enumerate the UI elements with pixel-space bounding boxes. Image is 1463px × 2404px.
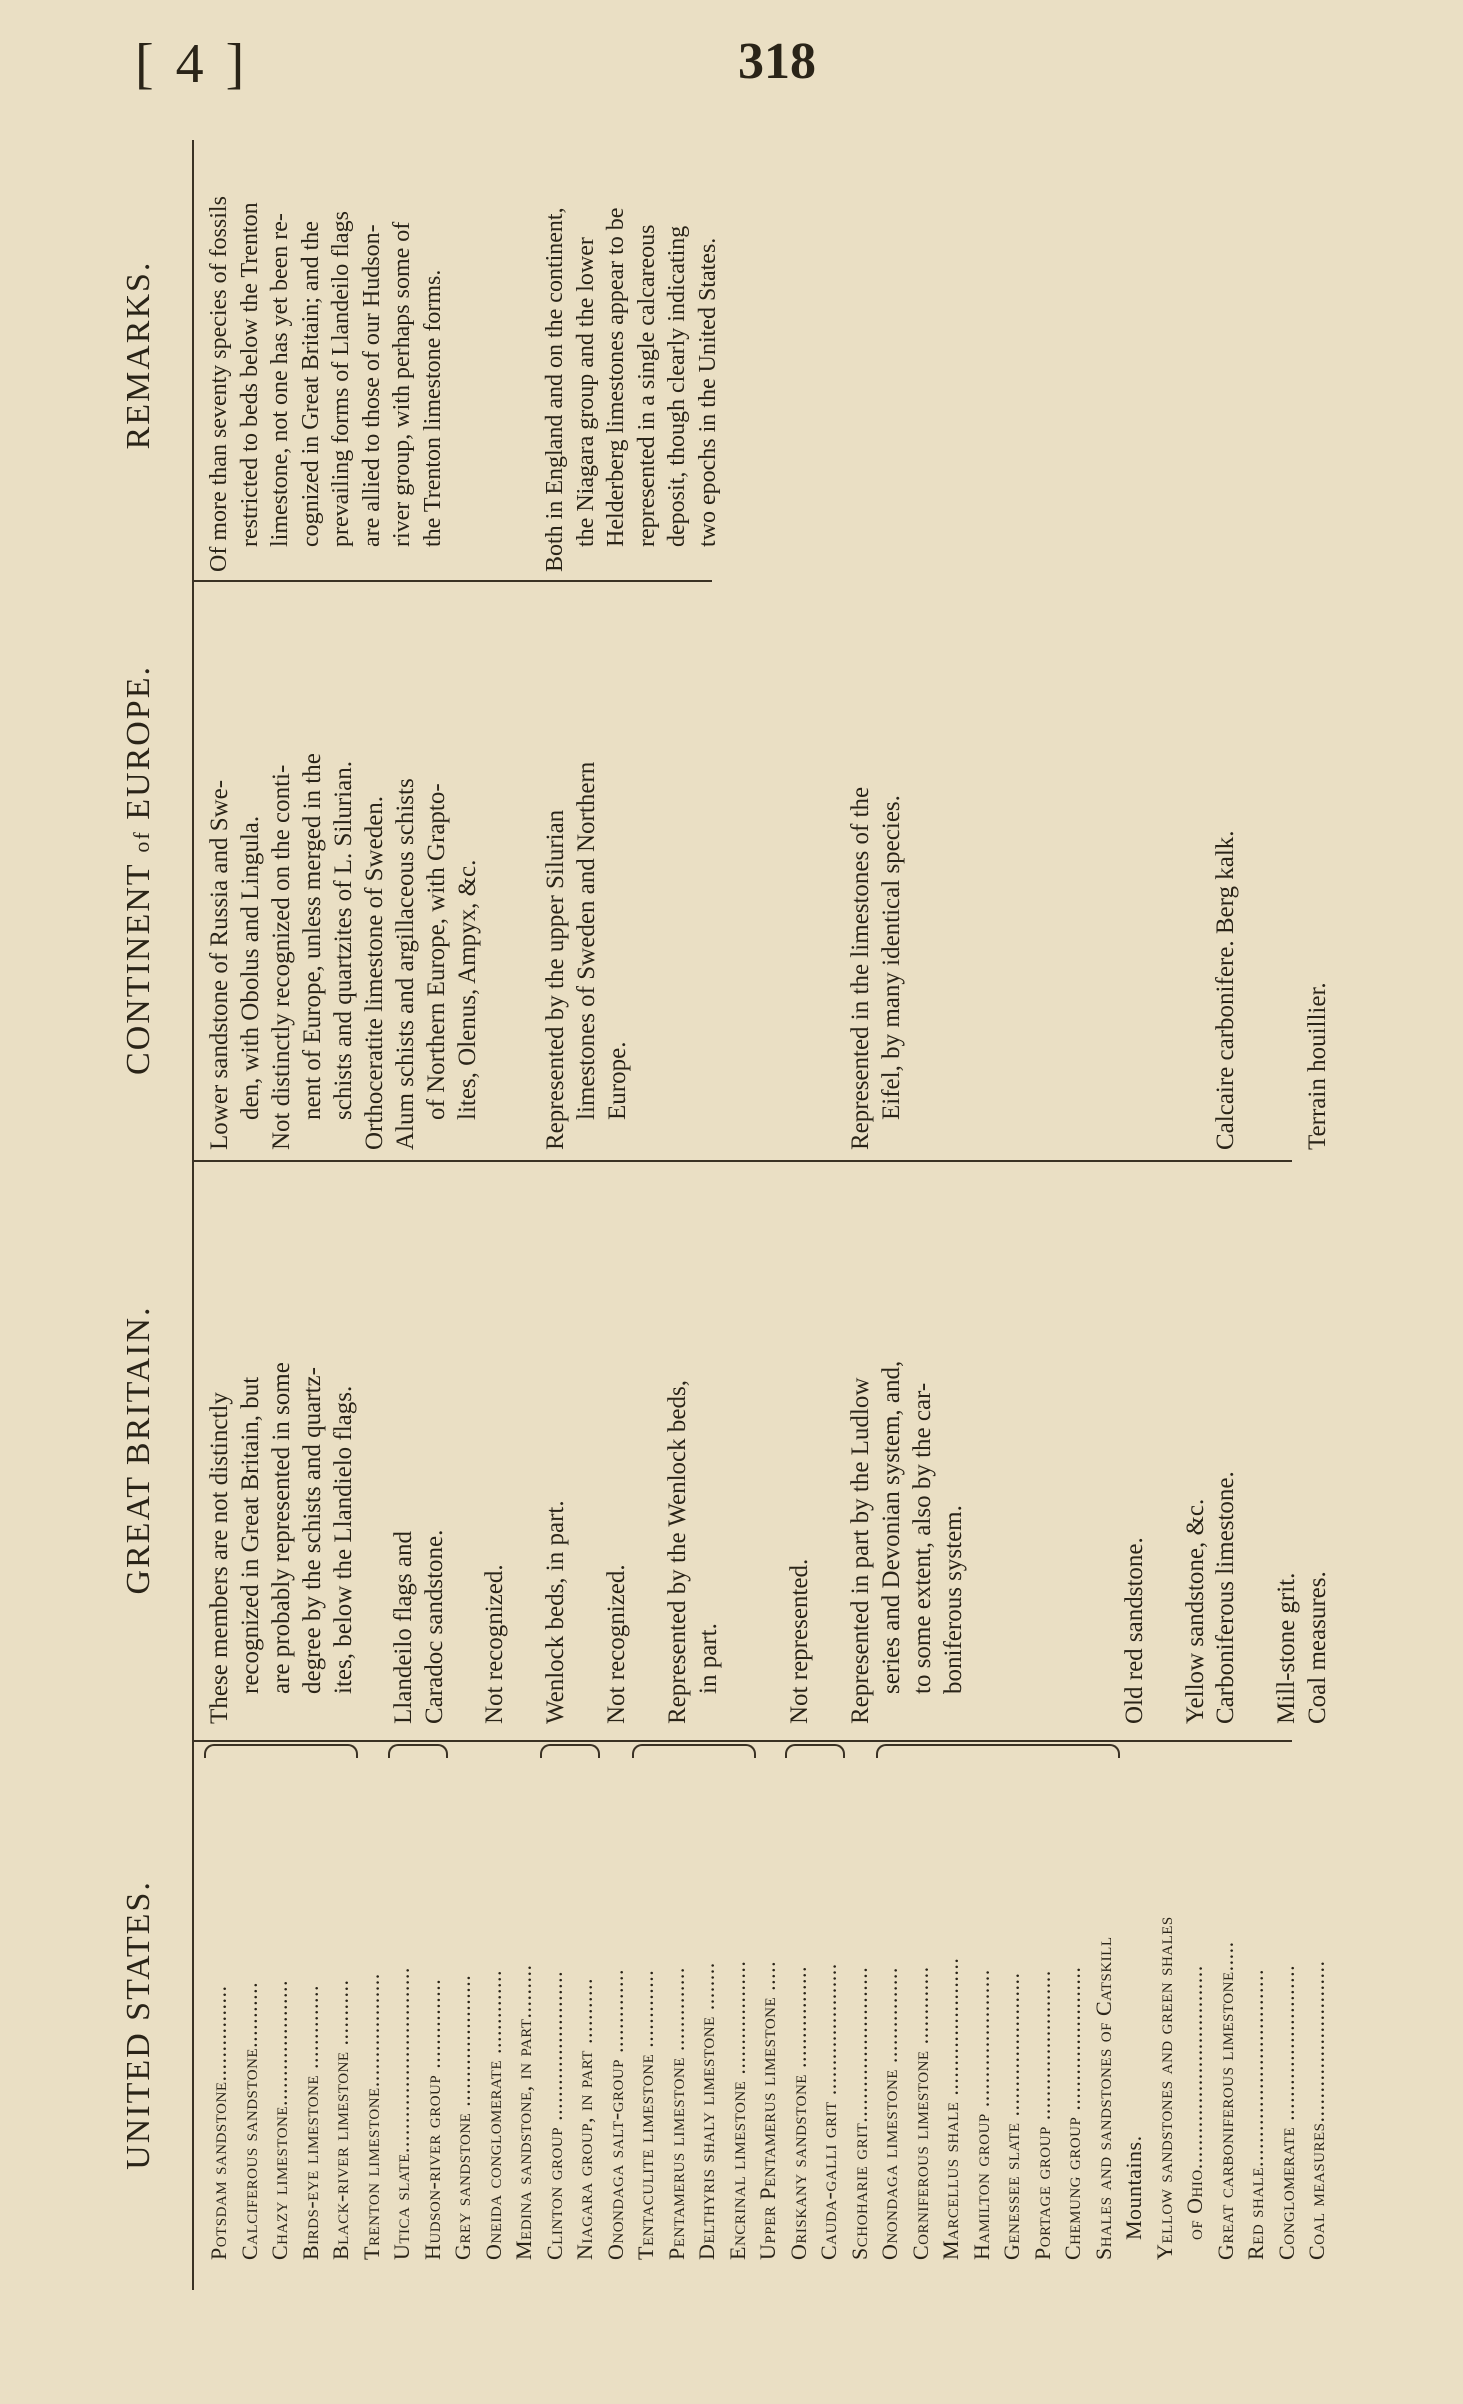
gb-entry: Wenlock beds, in part. (542, 1500, 569, 1724)
gb-entry: These members are not distinctly recognized in Great Britain, but are probably represented in some degree by the schists and quartz- ites, below the Llandielo flags. (206, 1362, 357, 1724)
us-column-heading: UNITED STATES. (120, 1880, 157, 2170)
us-formation: Coal measures........................... (1304, 1960, 1329, 2260)
gb-entry: Represented in part by the Ludlow series and Devonian system, and, to some extent, also by the car- boniferous system. (847, 1360, 967, 1724)
us-formation: Black-river limestone ........... (328, 1979, 353, 2260)
us-formation: Corniferous limestone ............. (907, 1966, 933, 2260)
remark-entry: Both in England and on the continent, the Niagara group and the lower Helderberg limestones appear to be represented in a single calcareous deposit, though clearly indicating two epochs in the United States. (542, 207, 721, 572)
eu-entry: Terrain houillier. (1304, 982, 1331, 1150)
us-formation: Yellow sandstones and green shales (1151, 1916, 1177, 2260)
us-column (204, 1755, 1333, 2260)
eu-entry: Represented by the upper Silurian limestones of Sweden and Northern Europe. (542, 761, 631, 1150)
us-formation: Calciferous sandstone........... (236, 1981, 262, 2260)
group-bracket (540, 1744, 600, 1758)
heading-rule (192, 140, 194, 2290)
eu-entry: Represented in the limestones of the Eifel, by many identical species. (847, 786, 905, 1150)
us-formation: Medina sandstone, in part......... (511, 1964, 536, 2260)
remark-entry: Of more than seventy species of fossils restricted to beds below the Trenton limestone, not one has yet been re- cognized in Great Britain; and the prevailing forms of Llandeilo flags are allied to those of our Hudson- river group, with perhaps some of the Trenton limestone forms. (206, 196, 446, 572)
us-formation: Great carboniferous limestone..... (1212, 1941, 1238, 2260)
group-bracket (632, 1744, 756, 1758)
group-bracket (785, 1744, 845, 1758)
stratigraphy-table (120, 140, 1390, 2290)
us-formation: Hamilton group ....................... (968, 1969, 994, 2260)
us-formation: Hudson-river group ............... (419, 1978, 445, 2260)
us-formation: Mountains. (1121, 2135, 1146, 2240)
eu-entry: Lower sandstone of Russia and Swe- den, with Obolus and Lingula. (206, 779, 264, 1150)
us-formation: Grey sandstone ...................... (450, 1974, 475, 2260)
page-number: 318 (738, 33, 816, 90)
gb-entry: Not recognized. (481, 1564, 508, 1724)
group-bracket (876, 1744, 1120, 1758)
us-formation: Trenton limestone................... (358, 1973, 384, 2260)
us-formation: Niagara group, in part ........... (572, 1978, 597, 2260)
us-formation: Chazy limestone..................... (267, 1979, 292, 2260)
us-formation: Genessee slate ........................ (999, 1972, 1024, 2260)
column-divider (192, 580, 712, 582)
us-formation: Oneida conglomerate .............. (480, 1969, 506, 2260)
gb-entry: Not recognized. (603, 1564, 630, 1724)
gb-entry: Llandeilo flags and Caradoc sandstone. (390, 1529, 448, 1724)
remarks-column-heading: REMARKS. (120, 260, 157, 450)
gb-entry: Represented by the Wenlock beds, in part. (664, 1380, 722, 1724)
us-formation: of Ohio.................................. (1182, 1965, 1207, 2240)
column-divider (192, 1160, 1292, 1162)
us-formation: Delthyris shaly limestone ........ (694, 1962, 719, 2260)
group-bracket (388, 1744, 448, 1758)
group-bracket (204, 1744, 358, 1758)
us-formation: Utica slate............................... (389, 1967, 414, 2260)
gb-entry: Coal measures. (1304, 1571, 1331, 1724)
eu-column-heading: CONTINENT of EUROPE. (120, 665, 157, 1075)
us-formation: Red shale................................. (1243, 1968, 1268, 2260)
us-formation: Tentaculite limestone ............. (633, 1969, 658, 2260)
gb-entry: Old red sandstone. (1121, 1537, 1148, 1724)
eu-entry: Not distinctly recognized on the conti- nent of Europe, unless merged in the schists and quartzites of L. Silurian. (268, 753, 357, 1150)
us-formation: Clinton group ......................... (541, 1970, 567, 2260)
us-formation: Portage group ......................... (1029, 1970, 1055, 2260)
gb-entry: Carboniferous limestone. (1212, 1471, 1239, 1724)
us-formation: Cauda-galli grit ...................... (816, 1963, 841, 2260)
us-formation: Conglomerate .......................... (1273, 1964, 1299, 2260)
gb-column-heading: GREAT BRITAIN. (120, 1305, 157, 1595)
us-formation: Onondaga salt-group .............. (602, 1968, 628, 2260)
us-formation: Marcellus shale ....................... (938, 1957, 963, 2260)
us-formation: Chemung group ........................ (1060, 1966, 1085, 2260)
page-reference: [ 4 ] (135, 33, 249, 95)
us-formation: Birds-eye limestone .............. (297, 1984, 323, 2260)
gb-entry: Yellow sandstone, &c. (1182, 1498, 1209, 1724)
page-header (0, 22, 1463, 112)
us-formation: Oriskany sandstone ................. (785, 1966, 811, 2260)
us-formation: Potsdam sandstone................ (206, 1985, 231, 2260)
us-formation: Encrinal limestone ................... (724, 1960, 750, 2260)
gb-entry: Not represented. (786, 1558, 813, 1724)
gb-entry: Mill-stone grit. (1273, 1572, 1300, 1724)
eu-entry: Alum schists and argillaceous schists of Northern Europe, with Grapto- lites, Olenus, Ampyx, &c. (392, 778, 481, 1150)
eu-entry: Calcaire carbonifere. Berg kalk. (1212, 830, 1239, 1150)
us-formation: Schoharie grit.......................... (846, 1966, 872, 2260)
us-formation: Onondaga limestone ................ (877, 1967, 902, 2260)
column-divider (192, 1740, 1292, 1742)
us-formation: Shales and sandstones of Catskill (1090, 1936, 1116, 2260)
us-formation: Upper Pentamerus limestone ..... (755, 1960, 780, 2260)
eu-entry: Orthoceratite limestone of Sweden. (361, 795, 388, 1150)
us-formation: Pentamerus limestone .............. (663, 1967, 689, 2260)
